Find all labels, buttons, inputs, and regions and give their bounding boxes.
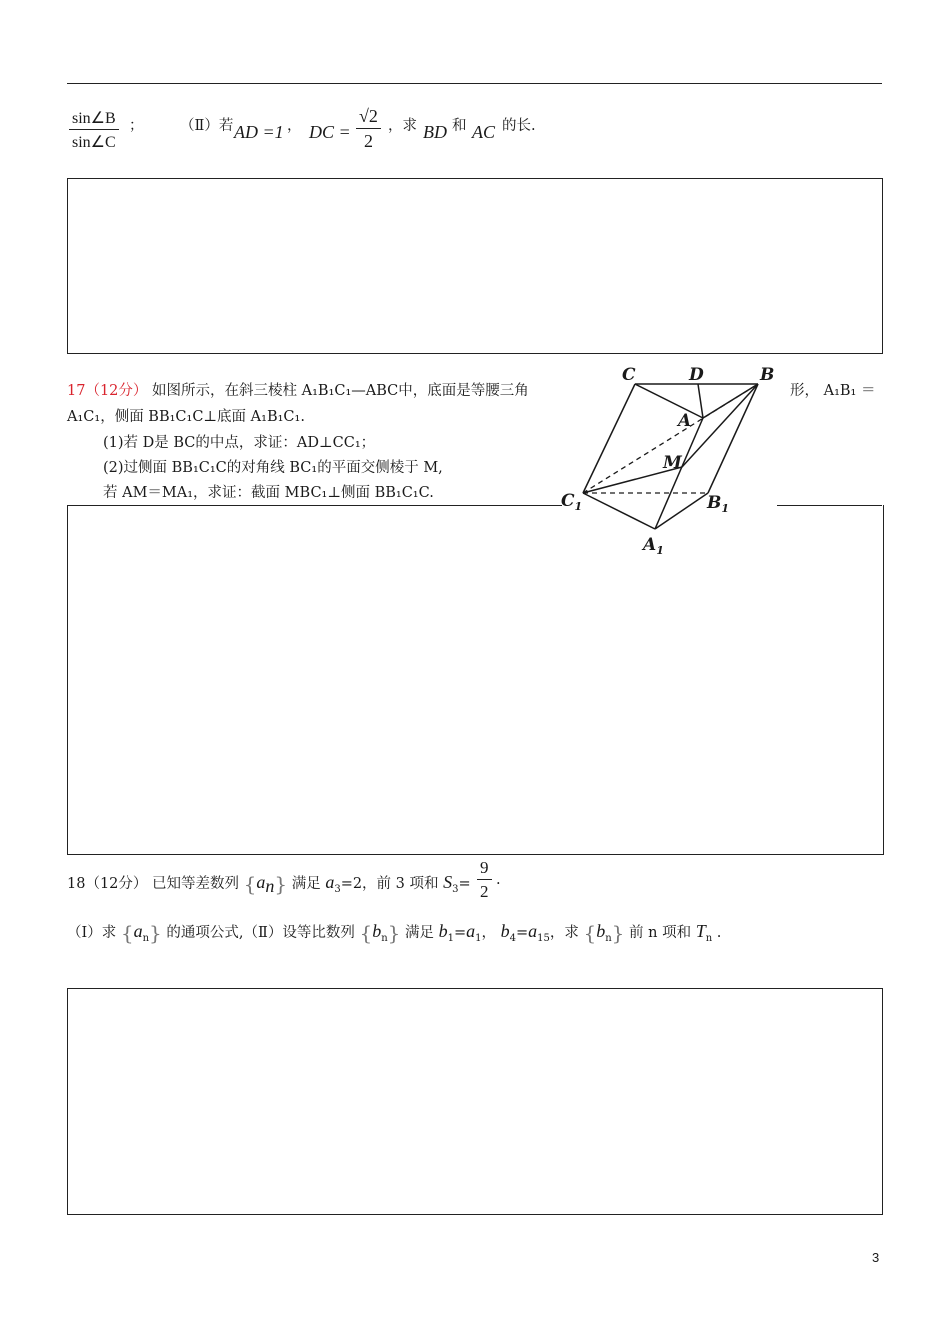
q18-b1: b (438, 921, 448, 941)
q18-a15: a (528, 921, 538, 941)
page-number: 3 (872, 1250, 880, 1265)
fig-label-b: B (760, 365, 775, 385)
answer-box-q18[interactable] (67, 988, 883, 1215)
answer-box-q17-top-left (67, 505, 562, 506)
q18-b4: b (500, 921, 510, 941)
q18-satisfies2: 满足 (404, 925, 434, 941)
prism-figure (555, 360, 785, 560)
q16-bd: BD (423, 122, 447, 142)
q18-p1: （Ⅰ）求 (67, 925, 117, 941)
q17-line2: A₁C₁，侧面 BB₁C₁C⊥底面 A₁B₁C₁. (67, 409, 305, 425)
q18-a3-val: =2，前 3 项和 (340, 876, 439, 892)
q16-tail: 的长. (502, 118, 536, 134)
fig-label-b1: $B_1$ (707, 493, 730, 515)
q16-ask: ，求 (388, 118, 417, 134)
q17-line1: 如图所示，在斜三棱柱 A₁B₁C₁—ABC中，底面是等腰三角 (152, 383, 529, 399)
fig-label-m: M (663, 453, 682, 473)
fig-label-c: C (622, 365, 636, 385)
q18-p1-tail: 的通项公式,（Ⅱ）设等比数列 (166, 925, 355, 941)
fig-label-d: D (689, 365, 704, 385)
q18-a3: a (325, 872, 335, 892)
q18-line2: （Ⅰ）求 $\{a_n\}$ 的通项公式,（Ⅱ）设等比数列 $\{b_n\}$ 满足 $b_1=a_1$， $b_4=a_{15}$，求 $\{b_n\}$ 前 n 项和 $T_n$ . (67, 921, 722, 945)
edge-b-b1 (708, 384, 758, 493)
q18-bn2: b (596, 921, 606, 941)
q18-s3-fraction (477, 858, 492, 902)
edge-d-a (698, 384, 703, 418)
fig-label-a: A (678, 411, 692, 431)
q18-s3: S (443, 872, 453, 892)
q16-dc-fraction (356, 106, 381, 152)
q18-sum-text: 前 n 项和 (629, 925, 692, 941)
q17-part3: 若 AM＝MA₁，求证：截面 MBC₁⊥侧面 BB₁C₁C. (103, 485, 434, 501)
q18-p1-an: a (133, 921, 143, 941)
q16-dc-den: 2 (363, 131, 373, 151)
edge-c-a (635, 384, 703, 418)
q16-comma: ， (287, 118, 302, 134)
q16-frac-den: sin∠C (72, 134, 116, 151)
q18-a1: a (466, 921, 476, 941)
fig-label-c1: $C_1$ (561, 491, 583, 513)
q18-line1: 18（12分） 已知等差数列 $\{a_n\}$ 满足 $a_3=2$，前 3 项和 $S_3=$ (67, 872, 471, 896)
q16-dc-lhs: DC = (309, 122, 351, 142)
q16-ac: AC (472, 122, 496, 142)
q17-label: 17（12分） (67, 383, 148, 399)
q16-ad-equation: AD =1 (234, 122, 284, 142)
q17-line1-wrap (67, 379, 529, 400)
edge-m-b (682, 384, 758, 467)
q18-s3-num: 9 (477, 858, 492, 880)
q16-dc-num: √2 (356, 106, 381, 129)
q18-intro: 已知等差数列 (152, 876, 240, 892)
header-rule (67, 83, 882, 84)
q16-and: 和 (452, 118, 467, 134)
q18-bn: b (372, 921, 382, 941)
q18-satisfies: 满足 (291, 876, 321, 892)
fig-label-a1: $A_1$ (643, 535, 664, 557)
q17-line1-right: 形， A₁B₁ ＝ (790, 383, 876, 399)
q18-tn: T (695, 921, 706, 941)
answer-box-q16[interactable] (67, 178, 883, 354)
q18-s3-den: 2 (480, 882, 489, 901)
answer-box-q17-top-right (777, 505, 882, 506)
q16-ratio-fraction (69, 108, 119, 152)
q16-frac-num: sin∠B (69, 108, 119, 130)
edge-c1-a1 (583, 493, 655, 529)
q17-part2: (2)过侧面 BB₁C₁C的对角线 BC₁的平面交侧棱于 M, (103, 460, 443, 476)
q17-part1: (1)若 D是 BC的中点，求证：AD⊥CC₁； (103, 435, 376, 451)
q18-an: a (256, 872, 266, 892)
q18-ask: ，求 (549, 925, 579, 941)
q16-part2-prefix: （Ⅱ）若 (180, 118, 234, 134)
q18-period: . (496, 872, 501, 888)
q16-semicolon: ； (129, 118, 144, 134)
q18-label: 18（12分） (67, 876, 148, 892)
